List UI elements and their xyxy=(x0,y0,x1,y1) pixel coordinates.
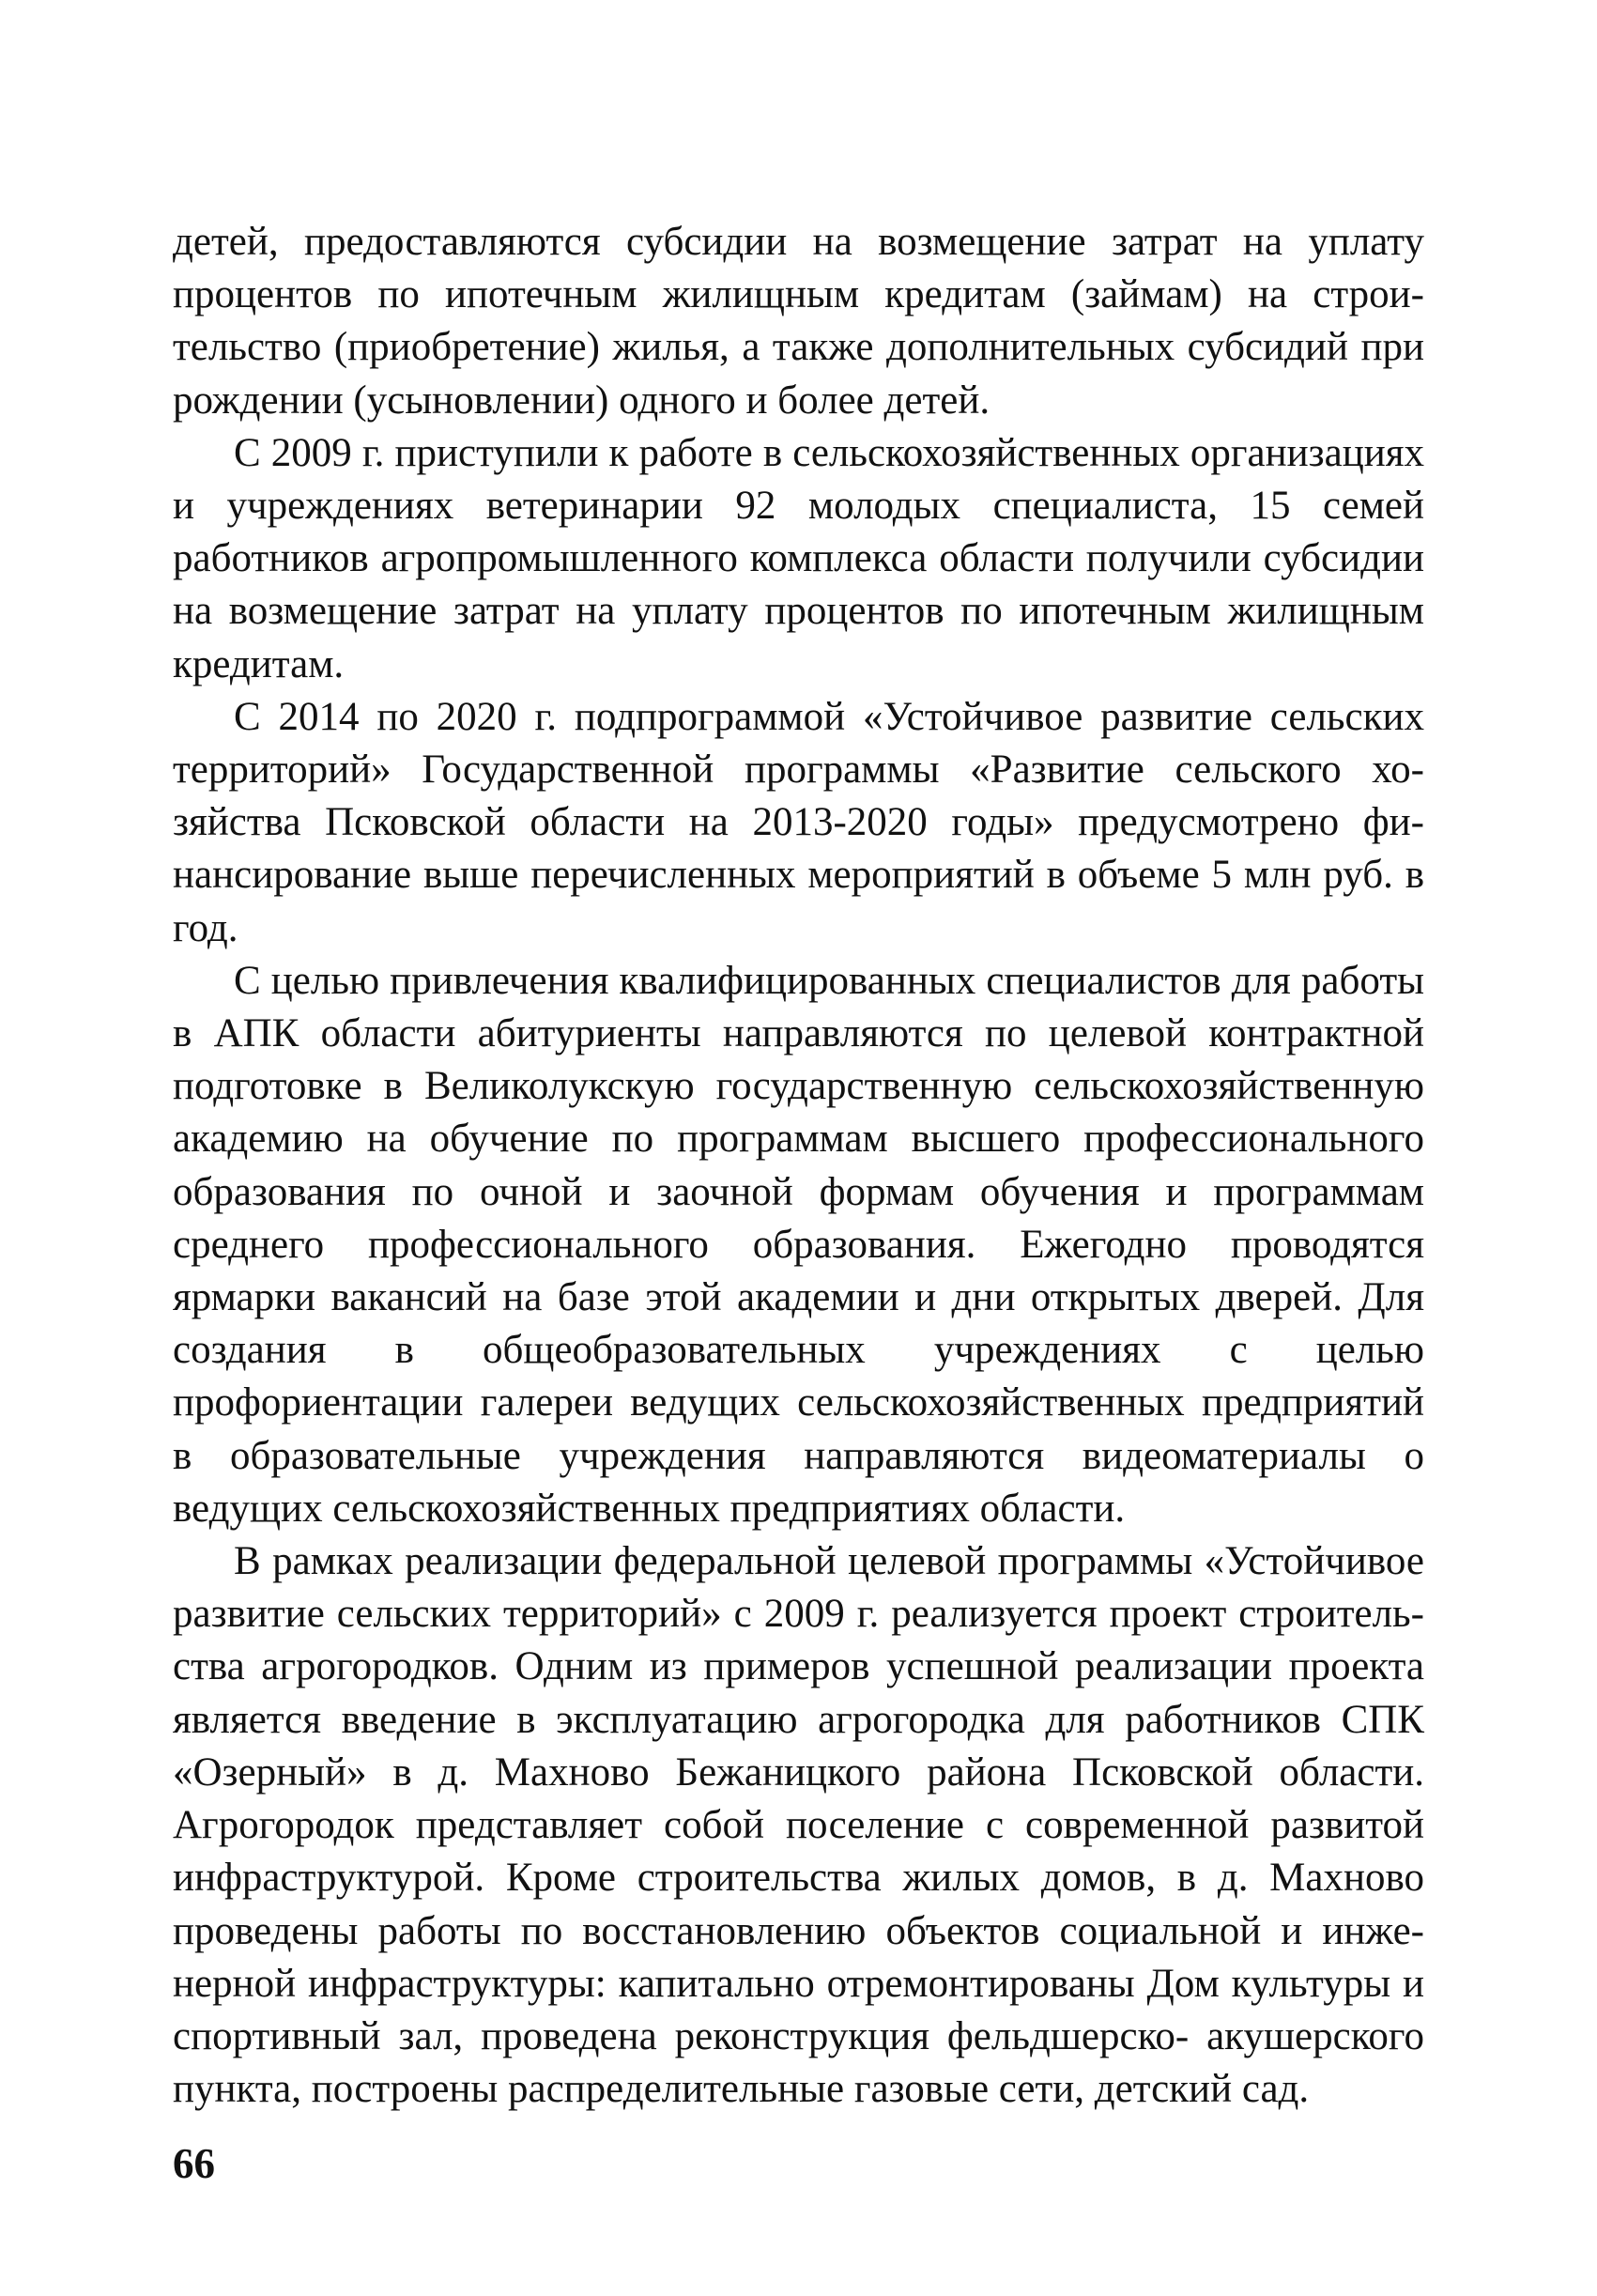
paragraph: С целью привлечения квалифицированных специалистов для работы в АПК области абитуриенты направляются по целевой контрактной подготовке в Великолукскую государственную сельскохозяйственную академию на обучение по программам высшего профессионального образования по очной и заочной формам обучения и программам среднего профессионального образования. Ежегодно проводятся ярмарки вакансий на базе этой академии и дни открытых дверей. Для создания в общеобразовательных учреждениях с целью профориентации галереи ведущих сельскохозяйственных предприятий в образовательные учреждения направляются видеоматериалы о ведущих сельскохозяйственных предприятиях области. xyxy=(173,958,1424,1531)
paragraph: В рамках реализации федеральной целевой программы «Устойчивое развитие сельских территорий» с 2009 г. реализуется проект строительства агрогородков. Одним из примеров успешной реализации проекта является введение в эксплуатацию агрогородка для работников СПК «Озерный» в д. Махново Бежаницкого района Псковской области. Агрогородок представляет собой поселение с современной развитой инфраструктурой. Кроме строительства жилых домов, в д. Махново проведены работы по восстановлению объектов социальной и инженерной инфраструктуры: капитально отремонтированы Дом культуры и спортивный зал, проведена реконструкция фельдшерско- акушерского пункта, построены распределительные газовые сети, детский сад. xyxy=(173,1539,1424,2112)
paragraph: С 2014 по 2020 г. подпрограммой «Устойчивое развитие сельских территорий» Государственной программы «Развитие сельского хозяйства Псковской области на 2013-2020 годы» предусмотрено финансирование выше перечисленных мероприятий в объеме 5 млн руб. в год. xyxy=(173,694,1424,950)
page-number: 66 xyxy=(173,2140,215,2187)
paragraph-continued: детей, предоставляются субсидии на возмещение затрат на уплату процентов по ипотечным жилищным кредитам (займам) на строительство (приобретение) жилья, а также дополнительных субсидий при рождении (усыновлении) одного и более детей. xyxy=(173,220,1424,423)
paragraph: С 2009 г. приступили к работе в сельскохозяйственных организациях и учреждениях ветеринарии 92 молодых специалиста, 15 семей работников агропромышленного комплекса области получили субсидии на возмещение затрат на уплату процентов по ипотечным жилищным кредитам. xyxy=(173,430,1424,686)
body-text xyxy=(173,216,1424,2116)
